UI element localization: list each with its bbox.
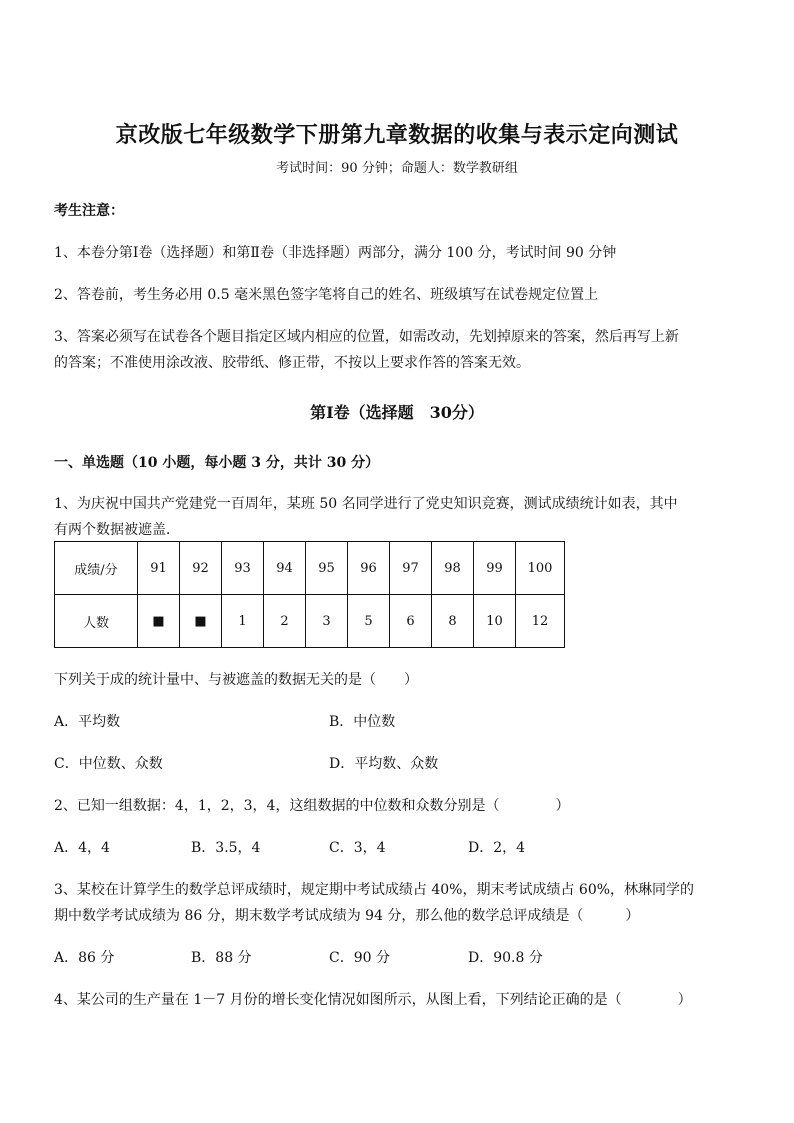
table-cell: 96 [348,542,390,595]
table-row [55,595,565,648]
q1-option-d[interactable]: D．平均数、众数 [329,756,439,772]
q3-option-b[interactable]: B．88 分 [191,950,252,966]
table-cell: 6 [390,595,432,648]
table-cell: 10 [474,595,516,648]
q2-option-d[interactable]: D．2，4 [468,840,526,856]
notice-item-1: 1、本卷分第Ⅰ卷（选择题）和第Ⅱ卷（非选择题）两部分，满分 100 分，考试时间 90 分钟 [54,245,617,261]
q3-option-c[interactable]: C．90 分 [329,950,390,966]
q2-stem: 2、已知一组数据：4，1，2，3，4，这组数据的中位数和众数分别是（ ） [54,798,570,814]
score-table [54,541,565,648]
q3-stem-line2: 期中数学考试成绩为 86 分，期末数学考试成绩为 94 分，那么他的数学总评成绩是（ ） [54,908,640,924]
q1-option-a[interactable]: A．平均数 [54,714,121,730]
table-cell: 2 [264,595,306,648]
section-title: 第Ⅰ卷（选择题 30分） [310,403,484,422]
q1-option-c[interactable]: C．中位数、众数 [54,756,163,772]
part-heading: 一、单选题（10 小题，每小题 3 分，共计 30 分） [54,455,380,471]
table-cell: 97 [390,542,432,595]
table-cell: 99 [474,542,516,595]
table-cell: ■ [180,595,222,648]
notice-item-3-cont: 的答案；不准使用涂改液、胶带纸、修正带，不按以上要求作答的答案无效。 [54,355,530,371]
q1-stem-line2: 有两个数据被遮盖． [54,522,180,538]
notice-heading: 考生注意： [54,203,124,219]
table-cell: 100 [516,542,565,595]
table-cell: 1 [222,595,264,648]
table-row [55,542,565,595]
table-cell: 人数 [55,595,138,648]
q3-option-d[interactable]: D．90.8 分 [468,950,543,966]
table-cell: 92 [180,542,222,595]
q1-ask: 下列关于成的统计量中、与被遮盖的数据无关的是（ ） [54,672,418,688]
table-cell: 95 [306,542,348,595]
table-cell: 8 [432,595,474,648]
q2-option-b[interactable]: B．3.5，4 [191,840,261,856]
table-cell: 91 [138,542,180,595]
table-cell: 3 [306,595,348,648]
q2-option-c[interactable]: C．3，4 [329,840,386,856]
table-cell: 98 [432,542,474,595]
notice-item-2: 2、答卷前，考生务必用 0.5 毫米黑色签字笔将自己的姓名、班级填写在试卷规定位置上 [54,287,599,303]
q1-stem-line1: 1、为庆祝中国共产党建党一百周年，某班 50 名同学进行了党史知识竞赛，测试成绩统计如表，其中 [54,496,678,512]
table-cell: 5 [348,595,390,648]
exam-info: 考试时间：90 分钟；命题人：数学教研组 [276,161,518,176]
table-cell: 93 [222,542,264,595]
q4-stem: 4、某公司的生产量在 1－7 月份的增长变化情况如图所示，从图上看，下列结论正确的是（ ） [54,992,692,1008]
q3-option-a[interactable]: A．86 分 [54,950,115,966]
table-cell: 12 [516,595,565,648]
table-cell: 成绩/分 [55,542,138,595]
table-cell: 94 [264,542,306,595]
table-cell: ■ [138,595,180,648]
q1-option-b[interactable]: B．中位数 [329,714,396,730]
notice-item-3: 3、答案必须写在试卷各个题目指定区域内相应的位置，如需改动，先划掉原来的答案，然后再写上新 [54,329,679,345]
q3-stem-line1: 3、某校在计算学生的数学总评成绩时，规定期中考试成绩占 40%，期末考试成绩占 60%，林琳同学的 [54,882,695,898]
page-title: 京改版七年级数学下册第九章数据的收集与表示定向测试 [115,122,679,148]
q2-option-a[interactable]: A．4，4 [54,840,110,856]
